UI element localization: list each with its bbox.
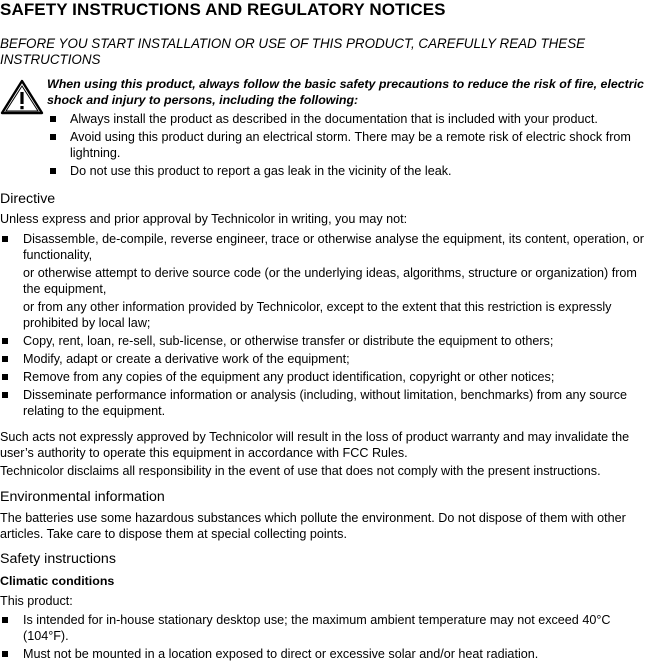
bullet-square-icon <box>2 617 8 623</box>
list-item: Do not use this product to report a gas leak in the vicinity of the leak. <box>48 163 648 179</box>
bullet-square-icon <box>50 168 56 174</box>
directive-heading: Directive <box>0 191 56 207</box>
safety-heading: Safety instructions <box>0 551 116 567</box>
list-item: Is intended for in-house stationary desktop use; the maximum ambient temperature may not exceed 40°C (104°F). <box>0 612 648 644</box>
bullet-square-icon <box>2 356 8 362</box>
list-item: Always install the product as described in the documentation that is included with your product. <box>48 111 648 127</box>
bullet-square-icon <box>2 392 8 398</box>
environment-heading: Environmental information <box>0 489 165 505</box>
list-item: Must not be mounted in a location exposed to direct or excessive solar and/or heat radiation. <box>0 646 648 662</box>
environment-text: The batteries use some hazardous substances which pollute the environment. Do not dispose of them with other articles. Take care to dispose them at special collecting points. <box>0 511 626 541</box>
list-item: Modify, adapt or create a derivative work of the equipment; <box>0 351 648 367</box>
page-title: SAFETY INSTRUCTIONS AND REGULATORY NOTICES <box>0 0 446 19</box>
bullet-square-icon <box>2 236 8 242</box>
list-item: Remove from any copies of the equipment any product identification, copyright or other notices; <box>0 369 648 385</box>
intro-notice: BEFORE YOU START INSTALLATION OR USE OF THIS PRODUCT, CAREFULLY READ THESE INSTRUCTIONS <box>0 36 586 67</box>
directive-closing-2: Technicolor disclaims all responsibility in the event of use that does not comply with the present instructions. <box>0 464 601 478</box>
bullet-square-icon <box>50 116 56 122</box>
bullet-square-icon <box>2 338 8 344</box>
warning-triangle-icon <box>0 79 44 115</box>
bullet-square-icon <box>2 651 8 657</box>
list-item: Disassemble, de-compile, reverse engineer, trace or otherwise analyse the equipment, its content, operation, or functionality, or otherwise attempt to derive source code (or the underlying ideas, algorithms, structure or organization) from the equipment, or from any other information provided by Technicolor, except to the extent that this restriction is expressly prohibited by local law; <box>0 231 648 331</box>
list-item: Disseminate performance information or analysis (including, without limitation, benchmarks) from any source relating to the equipment. <box>0 387 648 419</box>
directive-closing-1: Such acts not expressly approved by Technicolor will result in the loss of product warranty and may invalidate the user’s authority to operate this equipment in accordance with FCC Rules. <box>0 430 630 460</box>
directive-list <box>0 231 648 421</box>
warning-list <box>48 111 648 181</box>
list-item: Copy, rent, loan, re-sell, sub-license, or otherwise transfer or distribute the equipment to others; <box>0 333 648 349</box>
safety-list <box>0 612 648 664</box>
warning-lead: When using this product, always follow the basic safety precautions to reduce the risk of fire, electric shock and injury to persons, including the following: <box>47 77 644 107</box>
list-item: Avoid using this product during an electrical storm. There may be a remote risk of electric shock from lightning. <box>48 129 648 161</box>
bullet-square-icon <box>2 374 8 380</box>
safety-intro: This product: <box>0 594 73 608</box>
directive-intro: Unless express and prior approval by Technicolor in writing, you may not: <box>0 212 408 226</box>
climatic-subheading: Climatic conditions <box>0 574 115 588</box>
bullet-square-icon <box>50 134 56 140</box>
